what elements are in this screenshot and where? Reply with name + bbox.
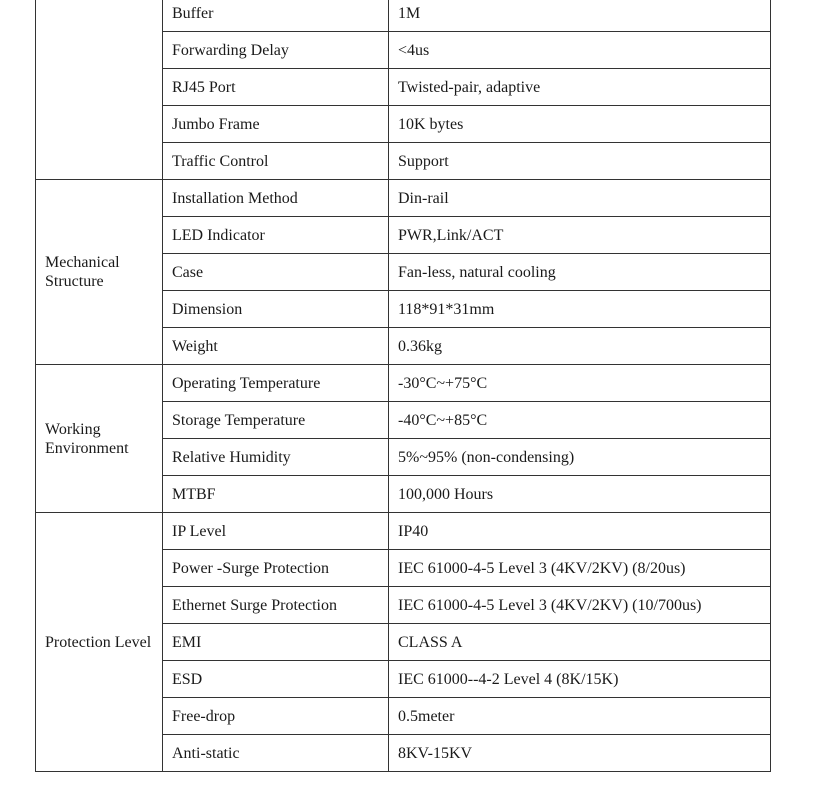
value-cell: 10K bytes: [389, 106, 771, 143]
value-cell: 0.5meter: [389, 698, 771, 735]
param-cell: Anti-static: [163, 735, 389, 772]
group-cell: [36, 0, 163, 180]
value-cell: Twisted-pair, adaptive: [389, 69, 771, 106]
value-cell: 100,000 Hours: [389, 476, 771, 513]
spec-table-body: [36, 0, 771, 772]
group-label-mechanical-structure: Mechanical Structure: [36, 180, 163, 365]
value-cell: IEC 61000-4-5 Level 3 (4KV/2KV) (8/20us): [389, 550, 771, 587]
spec-table: [35, 0, 771, 772]
value-cell: 5%~95% (non-condensing): [389, 439, 771, 476]
table-row: [36, 180, 771, 217]
param-cell: Weight: [163, 328, 389, 365]
value-cell: Din-rail: [389, 180, 771, 217]
value-cell: 1M: [389, 0, 771, 32]
value-cell: IP40: [389, 513, 771, 550]
param-cell: MTBF: [163, 476, 389, 513]
group-label-protection-level: Protection Level: [36, 513, 163, 772]
param-cell: Power -Surge Protection: [163, 550, 389, 587]
param-cell: Installation Method: [163, 180, 389, 217]
value-cell: PWR,Link/ACT: [389, 217, 771, 254]
param-cell: IP Level: [163, 513, 389, 550]
param-cell: Ethernet Surge Protection: [163, 587, 389, 624]
group-label-working-environment: Working Environment: [36, 365, 163, 513]
param-cell: Relative Humidity: [163, 439, 389, 476]
param-cell: Storage Temperature: [163, 402, 389, 439]
value-cell: IEC 61000-4-5 Level 3 (4KV/2KV) (10/700us): [389, 587, 771, 624]
value-cell: Fan-less, natural cooling: [389, 254, 771, 291]
param-cell: Operating Temperature: [163, 365, 389, 402]
param-cell: Jumbo Frame: [163, 106, 389, 143]
param-cell: Buffer: [163, 0, 389, 32]
value-cell: 8KV-15KV: [389, 735, 771, 772]
table-row: [36, 513, 771, 550]
value-cell: 118*91*31mm: [389, 291, 771, 328]
value-cell: 0.36kg: [389, 328, 771, 365]
value-cell: IEC 61000--4-2 Level 4 (8K/15K): [389, 661, 771, 698]
table-row: [36, 365, 771, 402]
value-cell: Support: [389, 143, 771, 180]
param-cell: Traffic Control: [163, 143, 389, 180]
param-cell: Case: [163, 254, 389, 291]
value-cell: CLASS A: [389, 624, 771, 661]
table-row: [36, 0, 771, 32]
param-cell: ESD: [163, 661, 389, 698]
param-cell: EMI: [163, 624, 389, 661]
value-cell: -40°C~+85°C: [389, 402, 771, 439]
param-cell: Dimension: [163, 291, 389, 328]
value-cell: <4us: [389, 32, 771, 69]
param-cell: RJ45 Port: [163, 69, 389, 106]
param-cell: Forwarding Delay: [163, 32, 389, 69]
value-cell: -30°C~+75°C: [389, 365, 771, 402]
param-cell: LED Indicator: [163, 217, 389, 254]
param-cell: Free-drop: [163, 698, 389, 735]
